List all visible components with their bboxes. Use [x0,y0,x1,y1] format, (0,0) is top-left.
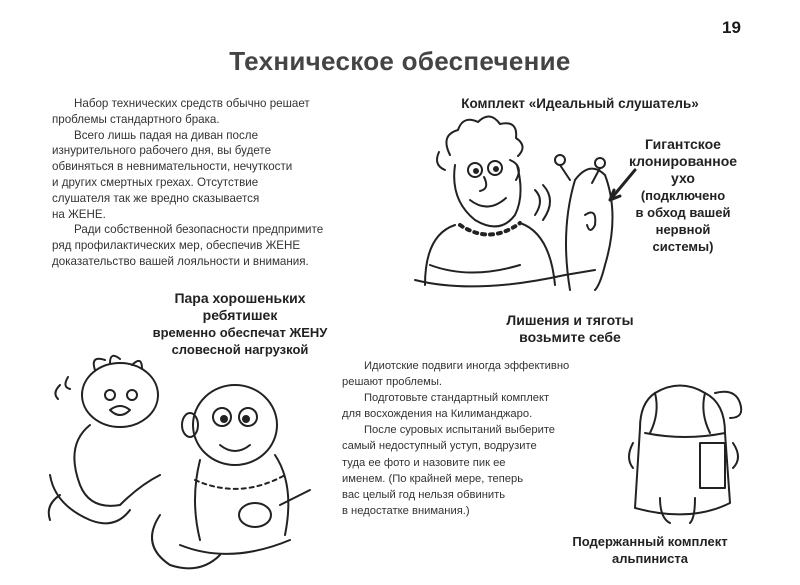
intro-paragraph: Набор технических средств обычно решает проблемы стандартного брака. [52,97,310,126]
ear-caption-title: Гигантское клонированное ухо [628,136,738,186]
page-title: Техническое обеспечение [229,46,571,76]
backpack-illustration [615,378,755,528]
kids-caption [110,290,370,358]
intro-paragraph: Всего лишь падая на диван после изнурительного рабочего дня, вы будете обвиняться в невнимательности, нечуткости и других смертных грехах. Отсутствие слушателя так же вредно сказывается на ЖЕНЕ. [52,128,293,221]
backpack-caption: Подержанный комплект альпиниста [572,534,728,566]
kids-caption-title: Пара хорошеньких ребятишек [174,290,306,323]
hardship-paragraph: После суровых испытаний выберите самый недоступный уступ, водрузите туда ее фото и назовите пик ее именем. (По крайней мере, теперь вас целый год нельзя обвинить в недостатке внимания.) [342,424,556,517]
ear-caption [608,136,758,255]
hardship-paragraph: Подготовьте стандартный комплект для восхождения на Килиманджаро. [342,392,550,421]
intro-text [52,96,362,270]
kids-caption-note: временно обеспечат ЖЕНУ словесной нагрузкой [152,325,328,357]
page-number: 19 [722,18,741,37]
ear-caption-note: (подключено в обход вашей нервной системы) [635,188,731,254]
intro-paragraph: Ради собственной безопасности предпримите ряд профилактических мер, обеспечив ЖЕНЕ доказательство вашей лояльности и внимания. [52,223,324,268]
hardship-paragraph: Идиотские подвиги иногда эффективно решают проблемы. [342,360,570,389]
hardship-heading: Лишения и тяготы возьмите себе [506,312,634,345]
kids-illustration [40,355,330,580]
listener-kit-heading: Комплект «Идеальный слушатель» [461,96,699,111]
hardship-text [342,358,602,519]
